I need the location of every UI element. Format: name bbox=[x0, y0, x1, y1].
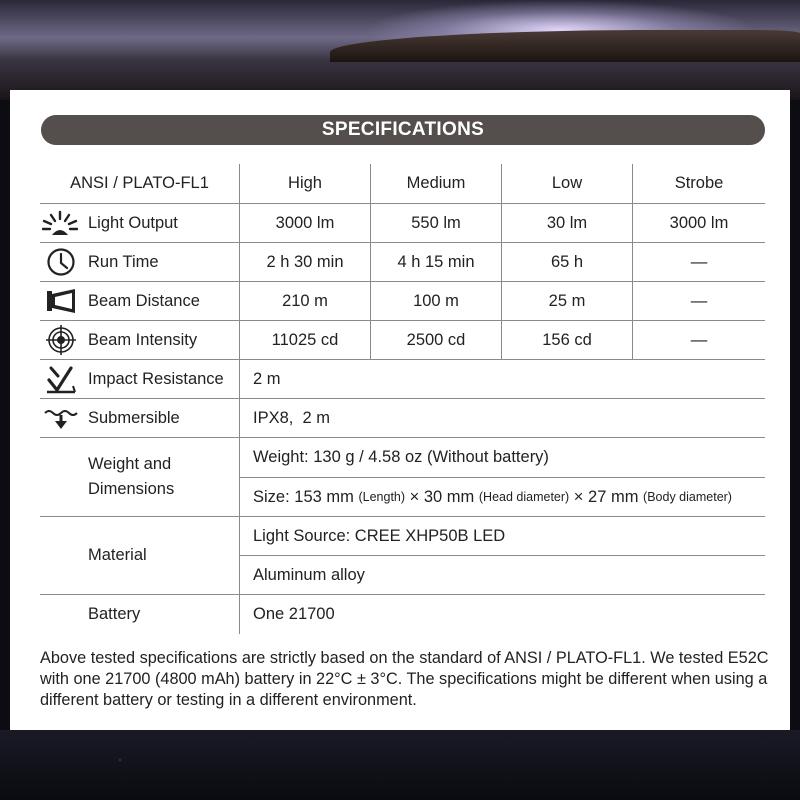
run-time-medium: 4 h 15 min bbox=[397, 252, 475, 271]
light-output-high: 3000 lm bbox=[275, 213, 335, 232]
size-body-note: (Body diameter) bbox=[643, 490, 732, 504]
run-time-strobe: — bbox=[690, 252, 708, 271]
size-head-note: (Head diameter) bbox=[478, 490, 570, 504]
weight-dimensions-label-line2: Dimensions bbox=[88, 480, 175, 498]
weight-dimensions-label-line1: Weight and bbox=[88, 455, 172, 473]
light-output-strobe: 3000 lm bbox=[669, 213, 729, 232]
beam-intensity-medium: 2500 cd bbox=[406, 330, 466, 349]
submersible-value: IPX8, 2 m bbox=[253, 408, 331, 427]
run-time-high: 2 h 30 min bbox=[266, 252, 344, 271]
header-mode-medium: Medium bbox=[406, 174, 466, 192]
weight-value: Weight: 130 g / 4.58 oz (Without battery) bbox=[253, 448, 549, 466]
row-label-beam-distance: Beam Distance bbox=[88, 291, 200, 310]
light-output-low: 30 lm bbox=[546, 213, 588, 232]
specifications-title: SPECIFICATIONS bbox=[41, 115, 765, 145]
size-head: × 30 mm bbox=[409, 487, 475, 506]
row-label-material: Material bbox=[88, 546, 147, 564]
beam-distance-icon bbox=[44, 285, 78, 317]
header-mode-high: High bbox=[288, 174, 322, 192]
header-mode-strobe: Strobe bbox=[674, 174, 724, 192]
submersible-icon bbox=[42, 402, 80, 434]
row-label-beam-intensity: Beam Intensity bbox=[88, 330, 198, 349]
impact-resistance-value: 2 m bbox=[253, 369, 281, 388]
row-label-run-time: Run Time bbox=[88, 252, 159, 271]
header-mode-low: Low bbox=[551, 174, 583, 192]
size-length-note: (Length) bbox=[358, 490, 406, 504]
background-starry-ground bbox=[0, 730, 800, 800]
size-body: × 27 mm bbox=[573, 487, 639, 506]
beam-intensity-strobe: — bbox=[690, 330, 708, 349]
header-standard: ANSI / PLATO-FL1 bbox=[70, 174, 209, 192]
row-label-impact-resistance: Impact Resistance bbox=[88, 369, 224, 388]
row-label-battery: Battery bbox=[88, 604, 141, 623]
footnote: Above tested specifications are strictly based on the standard of ANSI / PLATO-FL1. We tested E52C with one 21700 (4800 mAh) battery in 22°C ± 3°C. The specifications might be different when using a different battery or testing in a different environment. bbox=[40, 649, 769, 709]
battery-value: One 21700 bbox=[253, 604, 335, 623]
beam-distance-low: 25 m bbox=[548, 291, 586, 310]
beam-distance-strobe: — bbox=[690, 291, 708, 310]
beam-intensity-low: 156 cd bbox=[542, 330, 592, 349]
size-value bbox=[253, 478, 768, 516]
clock-icon bbox=[44, 246, 78, 278]
run-time-low: 65 h bbox=[550, 252, 584, 271]
light-source-value: Light Source: CREE XHP50B LED bbox=[253, 526, 506, 545]
row-label-weight-dimensions bbox=[88, 438, 174, 516]
impact-icon bbox=[44, 363, 78, 395]
row-label-light-output: Light Output bbox=[88, 213, 178, 232]
light-burst-icon bbox=[40, 206, 80, 240]
size-prefix: Size: 153 mm bbox=[253, 487, 354, 506]
beam-distance-high: 210 m bbox=[282, 291, 328, 310]
target-icon bbox=[44, 324, 78, 356]
light-output-medium: 550 lm bbox=[411, 213, 461, 232]
row-label-submersible: Submersible bbox=[88, 408, 180, 427]
beam-intensity-high: 11025 cd bbox=[271, 330, 339, 349]
beam-distance-medium: 100 m bbox=[413, 291, 459, 310]
material-body-value: Aluminum alloy bbox=[253, 565, 365, 584]
